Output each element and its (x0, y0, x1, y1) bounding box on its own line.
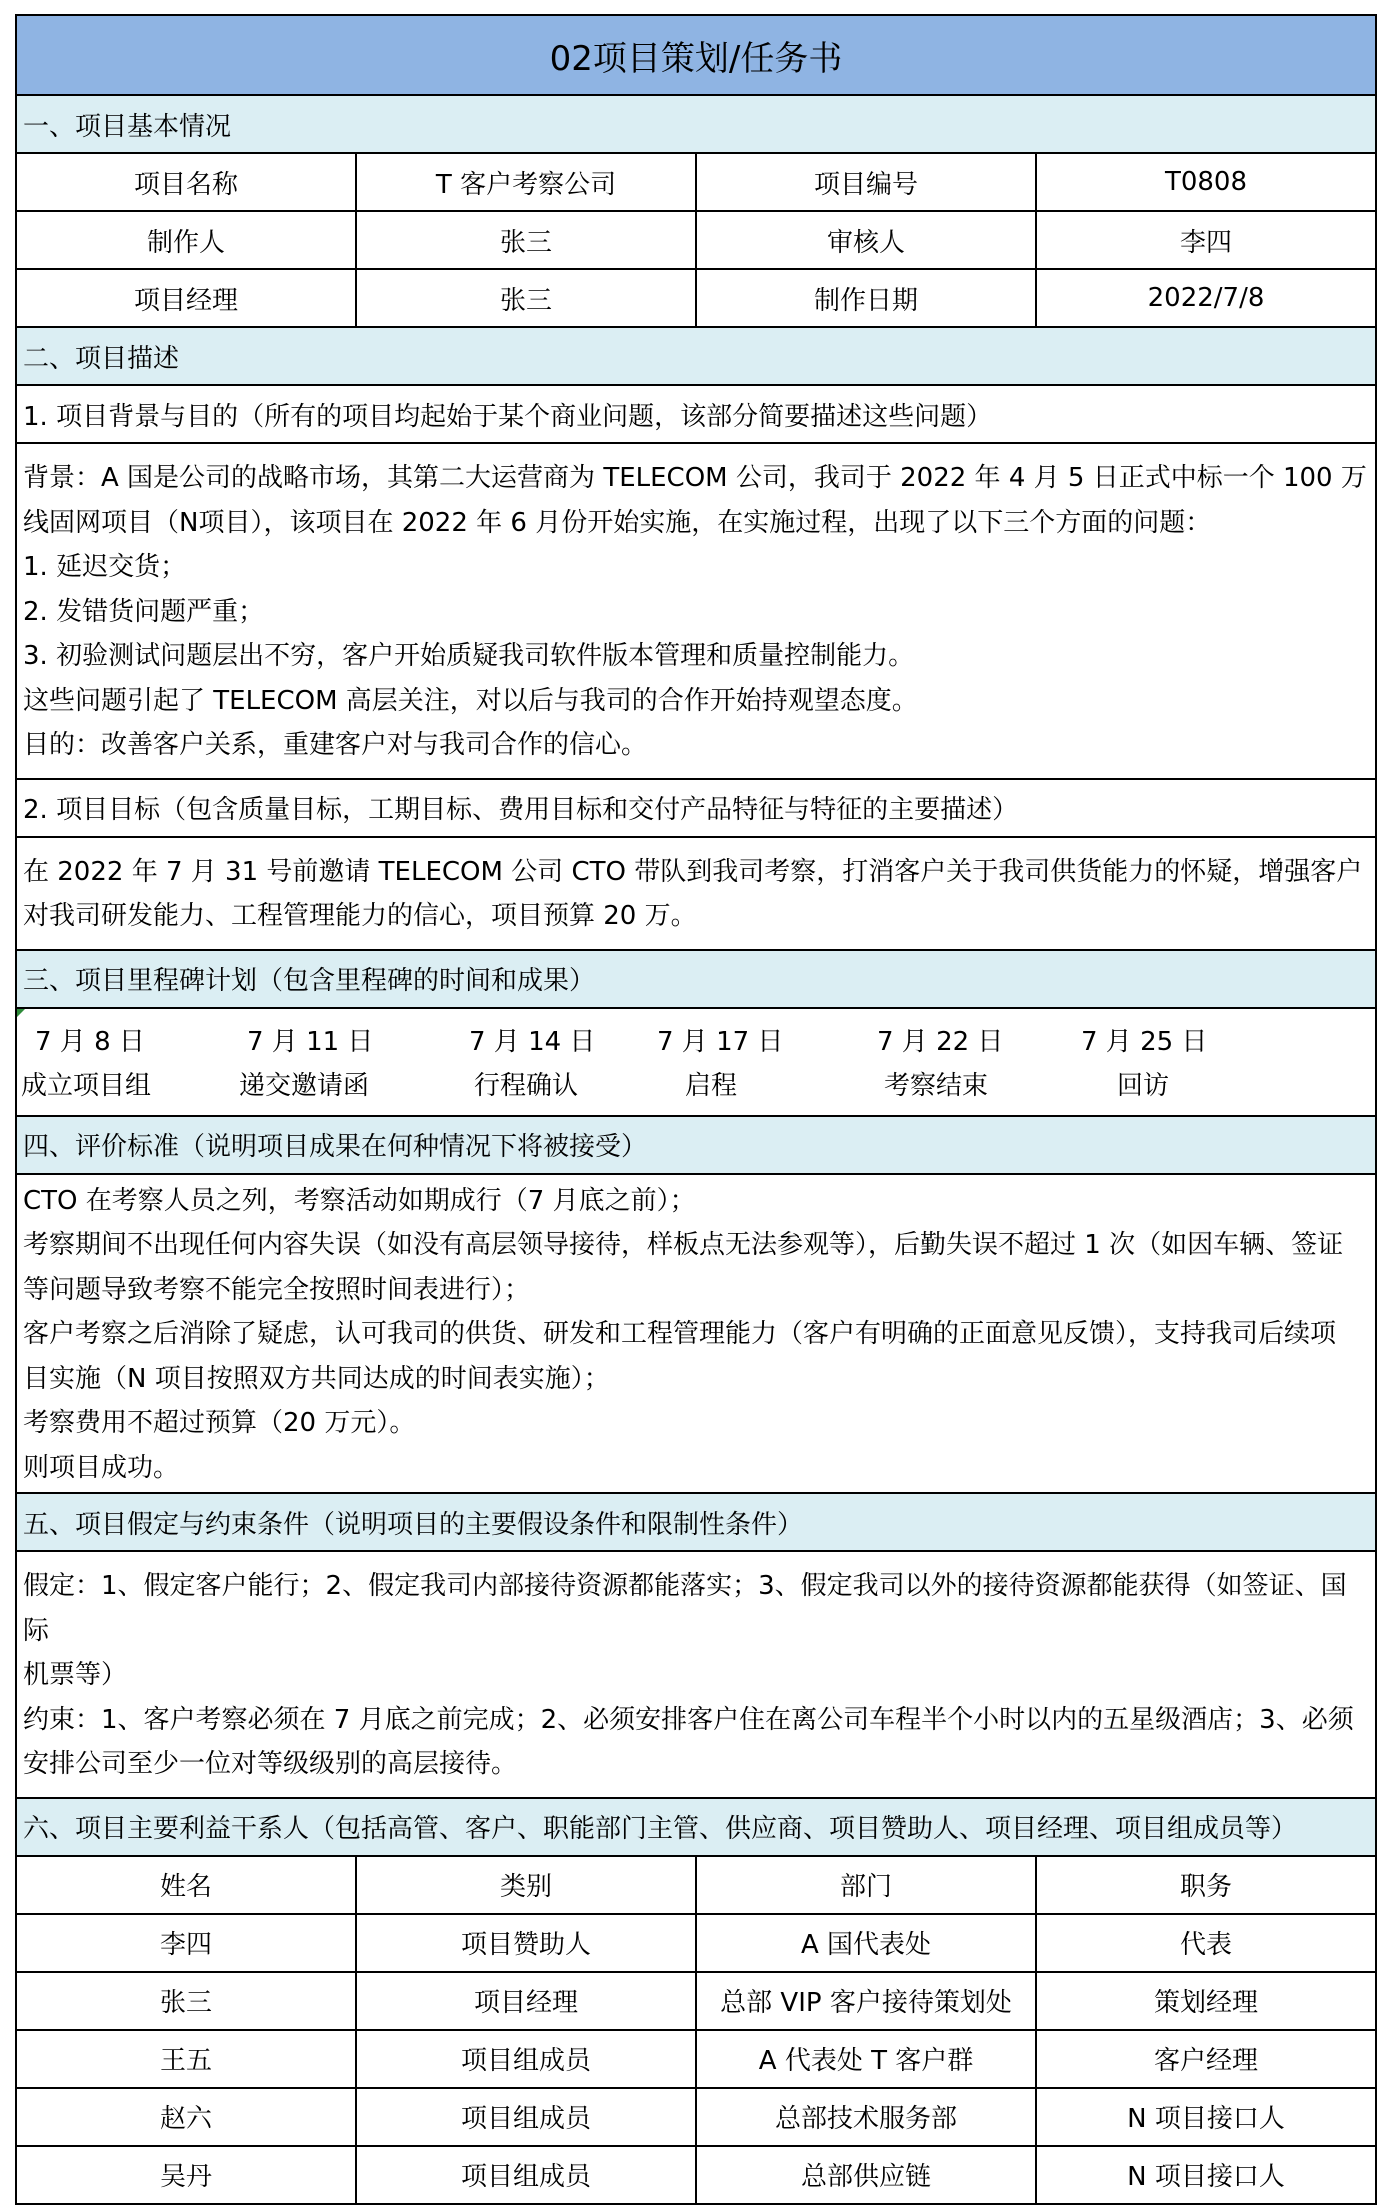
table-cell: A 代表处 T 客户群 (697, 2031, 1037, 2087)
text-line: 目实施（N 项目按照双方共同达成的时间表实施）； (23, 1363, 610, 1394)
info-label: 项目编号 (697, 154, 1037, 210)
info-label: 审核人 (697, 212, 1037, 268)
milestone-date: 7 月 14 日 (469, 1026, 596, 1057)
stakeholder-row (17, 1973, 1375, 2031)
text-line: 2. 发错货问题严重； (23, 596, 265, 627)
section-3-heading: 三、项目里程碑计划（包含里程碑的时间和成果） (17, 951, 1375, 1009)
info-row-2 (17, 212, 1375, 270)
criteria-text (17, 1175, 1375, 1495)
info-value: 张三 (357, 270, 697, 326)
stakeholder-row (17, 2031, 1375, 2089)
milestone-date: 7 月 22 日 (877, 1026, 1004, 1057)
info-label: 制作日期 (697, 270, 1037, 326)
section-1-heading: 一、项目基本情况 (17, 96, 1375, 154)
table-cell: N 项目接口人 (1127, 2104, 1285, 2134)
text-line: 考察期间不出现任何内容失误（如没有高层领导接待，样板点无法参观等），后勤失误不超过 1 次（如因车辆、签证 (23, 1230, 1344, 1260)
table-cell: 项目组成员 (357, 2147, 697, 2203)
table-cell: 项目组成员 (357, 2089, 697, 2145)
table-cell: 李四 (17, 1915, 357, 1971)
table-cell: A 国代表处 (697, 1915, 1037, 1971)
milestone-name: 成立项目组 (21, 1070, 152, 1101)
milestone-date: 7 月 11 日 (247, 1026, 374, 1057)
text-line: 则项目成功。 (23, 1452, 180, 1483)
milestone-name: 回访 (1117, 1070, 1170, 1101)
text-line: 背景：A 国是公司的战略市场，其第二大运营商为 TELECOM 公司，我司于 2022 年 4 月 5 日正式中标一个 100 万 (23, 463, 1367, 493)
text-line: 客户考察之后消除了疑虑，认可我司的供货、研发和工程管理能力（客户有明确的正面意见反馈），支持我司后续项 (23, 1319, 1337, 1349)
info-value: 李四 (1179, 227, 1232, 258)
info-value: T 客户考察公司 (357, 154, 697, 210)
stakeholder-header-row (17, 1857, 1375, 1915)
text-line: 安排公司至少一位对等级级别的高层接待。 (23, 1749, 518, 1779)
text-line: 在 2022 年 7 月 31 号前邀请 TELECOM 公司 CTO 带队到我司考察，打消客户关于我司供货能力的怀疑，增强客户 (23, 856, 1363, 887)
milestone-date: 7 月 17 日 (657, 1026, 784, 1057)
text-line: 考察费用不超过预算（20 万元）。 (23, 1408, 416, 1438)
info-row-1 (17, 154, 1375, 212)
background-text (17, 444, 1375, 780)
text-line: 1. 延迟交货； (23, 552, 187, 582)
goal-text (17, 838, 1375, 951)
document-title: 02项目策划/任务书 (17, 16, 1375, 96)
table-cell: 赵六 (17, 2089, 357, 2145)
column-header: 类别 (357, 1857, 697, 1913)
column-header: 部门 (697, 1857, 1037, 1913)
text-line: 目的：改善客户关系，重建客户对与我司合作的信心。 (23, 730, 648, 760)
text-line: 3. 初验测试问题层出不穷，客户开始质疑我司软件版本管理和质量控制能力。 (23, 641, 915, 671)
text-line: 等问题导致考察不能完全按照时间表进行）； (23, 1274, 531, 1305)
table-cell: 项目赞助人 (357, 1915, 697, 1971)
text-line: 约束：1、客户考察必须在 7 月底之前完成；2、必须安排客户住在离公司车程半个小时以内的五星级酒店；3、必须 (23, 1704, 1354, 1735)
milestone-row (17, 1009, 1375, 1117)
assumptions-text (17, 1552, 1375, 1799)
table-cell: 项目经理 (357, 1973, 697, 2029)
text-line: 假定：1、假定客户能行；2、假定我司内部接待资源都能落实；3、假定我司以外的接待资源都能获得（如签证、国际 (23, 1571, 1347, 1646)
column-header: 职务 (1179, 1872, 1232, 1902)
section-4-heading: 四、评价标准（说明项目成果在何种情况下将被接受） (17, 1117, 1375, 1175)
text-line: 这些问题引起了 TELECOM 高层关注，对以后与我司的合作开始持观望态度。 (23, 685, 918, 716)
section-6-heading: 六、项目主要利益干系人（包括高管、客户、职能部门主管、供应商、项目赞助人、项目经理、项目组成员等） (17, 1799, 1375, 1857)
info-label: 制作人 (17, 212, 357, 268)
milestone-name: 考察结束 (884, 1070, 989, 1101)
cell-marker-icon (17, 1009, 25, 1017)
project-plan-sheet (15, 14, 1377, 2205)
info-value: 张三 (357, 212, 697, 268)
stakeholder-row (17, 2147, 1375, 2205)
info-value: T0808 (1164, 167, 1248, 197)
table-cell: 策划经理 (1153, 1988, 1258, 2018)
stakeholder-row (17, 1915, 1375, 1973)
table-cell: 客户经理 (1153, 2046, 1258, 2076)
milestone-date: 7 月 25 日 (1081, 1026, 1208, 1057)
info-row-3 (17, 270, 1375, 328)
table-cell: 总部供应链 (697, 2147, 1037, 2203)
column-header: 姓名 (17, 1857, 357, 1913)
table-cell: 总部技术服务部 (697, 2089, 1037, 2145)
table-cell: 代表 (1179, 1930, 1232, 1960)
background-label: 1. 项目背景与目的（所有的项目均起始于某个商业问题，该部分简要描述这些问题） (17, 386, 1375, 444)
info-label: 项目经理 (17, 270, 357, 326)
table-cell: 王五 (17, 2031, 357, 2087)
text-line: 对我司研发能力、工程管理能力的信心，项目预算 20 万。 (23, 901, 697, 931)
section-2-heading: 二、项目描述 (17, 328, 1375, 386)
section-5-heading: 五、项目假定与约束条件（说明项目的主要假设条件和限制性条件） (17, 1494, 1375, 1552)
text-line: 机票等） (23, 1660, 128, 1690)
table-cell: 总部 VIP 客户接待策划处 (697, 1973, 1037, 2029)
info-label: 项目名称 (17, 154, 357, 210)
milestone-date: 7 月 8 日 (35, 1026, 145, 1057)
info-value: 2022/7/8 (1147, 283, 1265, 313)
goal-label: 2. 项目目标（包含质量目标，工期目标、费用目标和交付产品特征与特征的主要描述） (17, 780, 1375, 838)
milestone-name: 启程 (685, 1070, 738, 1101)
table-cell: 张三 (17, 1973, 357, 2029)
milestone-name: 递交邀请函 (239, 1070, 370, 1101)
milestone-name: 行程确认 (474, 1070, 579, 1101)
text-line: 线固网项目（N项目），该项目在 2022 年 6 月份开始实施，在实施过程，出现了以下三个方面的问题： (23, 507, 1212, 538)
table-cell: 吴丹 (17, 2147, 357, 2203)
table-cell: N 项目接口人 (1127, 2162, 1285, 2192)
text-line: CTO 在考察人员之列，考察活动如期成行（7 月底之前）； (23, 1185, 696, 1216)
stakeholder-row (17, 2089, 1375, 2147)
table-cell: 项目组成员 (357, 2031, 697, 2087)
